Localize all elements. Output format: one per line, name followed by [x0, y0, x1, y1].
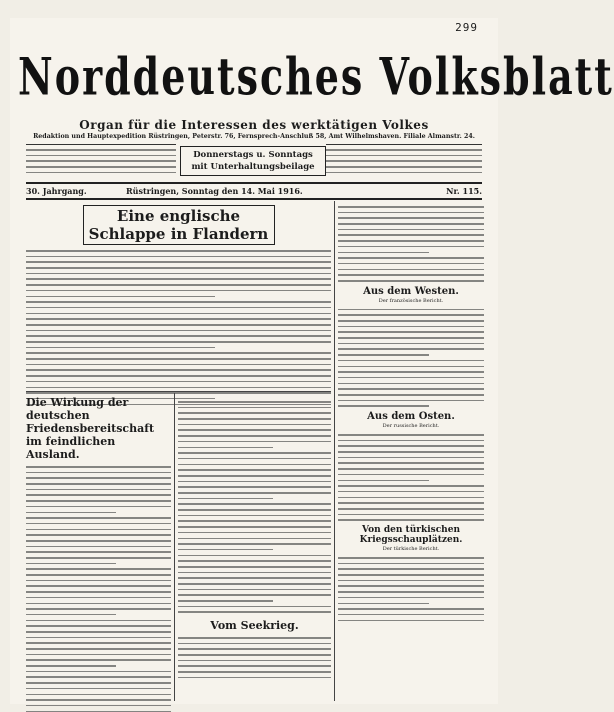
left-column — [26, 396, 171, 702]
text-line — [178, 441, 331, 443]
text-line — [26, 347, 215, 349]
text-line — [338, 440, 484, 442]
text-line — [26, 494, 171, 496]
text-line — [178, 429, 331, 431]
text-line — [338, 491, 484, 493]
turkey-subheading: Der türkische Bericht. — [382, 546, 440, 552]
text-line — [338, 480, 429, 482]
west-subheading: Der französische Bericht. — [378, 297, 444, 304]
text-line — [178, 677, 331, 679]
text-line — [178, 637, 331, 639]
text-line — [178, 469, 331, 471]
text-line — [26, 313, 331, 315]
text-line — [178, 583, 331, 585]
text-line — [178, 498, 273, 500]
text-line — [338, 502, 484, 504]
section-rule — [26, 391, 331, 392]
text-line — [338, 451, 484, 453]
text-line — [26, 705, 171, 707]
east-heading: Aus dem Osten. — [367, 411, 455, 422]
text-line — [178, 452, 331, 454]
text-line — [26, 580, 171, 582]
text-line — [338, 206, 484, 208]
text-line — [26, 369, 331, 371]
text-line — [178, 447, 273, 449]
text-line — [338, 326, 484, 328]
text-line — [26, 620, 171, 622]
text-line — [338, 574, 484, 576]
text-line — [338, 366, 484, 368]
text-line — [26, 506, 171, 508]
text-line — [26, 330, 331, 332]
text-line — [26, 267, 331, 269]
advertising-info-box — [326, 144, 482, 179]
supplement-box — [180, 146, 326, 176]
text-line — [26, 625, 171, 627]
text-line — [338, 568, 484, 570]
text-line — [178, 503, 331, 505]
text-line — [338, 343, 484, 345]
text-line — [338, 212, 484, 214]
text-line — [26, 472, 171, 474]
text-line — [178, 660, 331, 662]
text-line — [338, 240, 484, 242]
text-line — [26, 261, 331, 263]
text-line — [178, 606, 331, 608]
text-line — [26, 290, 331, 292]
text-line — [338, 474, 484, 476]
text-line — [26, 517, 171, 519]
column-rule — [174, 393, 175, 701]
text-line — [338, 591, 484, 593]
text-line — [338, 434, 484, 436]
text-line — [178, 401, 331, 403]
column-rule — [334, 201, 335, 701]
text-line — [338, 603, 429, 605]
text-line — [338, 462, 484, 464]
text-line — [178, 458, 331, 460]
text-line — [26, 278, 331, 280]
text-line — [338, 445, 484, 447]
text-line — [26, 568, 171, 570]
text-line — [26, 603, 171, 605]
text-line — [26, 563, 116, 565]
text-line — [178, 572, 331, 574]
text-line — [26, 273, 331, 275]
left-column-text — [26, 466, 171, 712]
text-line — [338, 508, 484, 510]
text-line — [26, 301, 331, 303]
sea-war-text — [178, 637, 331, 678]
text-line — [26, 381, 331, 383]
dateline — [26, 182, 482, 200]
right-column-text — [338, 206, 484, 282]
middle-column — [178, 396, 331, 702]
text-line — [26, 688, 171, 690]
east-text — [338, 434, 484, 521]
text-line — [338, 309, 484, 311]
text-line — [178, 566, 331, 568]
text-line — [178, 600, 273, 602]
text-line — [338, 280, 484, 282]
text-line — [338, 252, 429, 254]
text-line — [338, 614, 484, 616]
top-story-text — [26, 250, 331, 405]
text-line — [338, 519, 484, 521]
text-line — [178, 543, 331, 545]
text-line — [178, 532, 331, 534]
text-line — [26, 512, 116, 514]
text-line — [338, 597, 484, 599]
text-line — [178, 435, 331, 437]
text-line — [338, 585, 484, 587]
volume-year: 30. Jahrgang. — [26, 186, 87, 196]
text-line — [178, 555, 331, 557]
text-line — [26, 546, 171, 548]
text-line — [26, 250, 331, 252]
text-line — [338, 457, 484, 459]
text-line — [26, 364, 331, 366]
supplement-line-2: mit Unterhaltungsbeilage — [191, 162, 315, 172]
issue-date: Rüstringen, Sonntag den 14. Mai 1916. — [126, 186, 303, 196]
text-line — [26, 642, 171, 644]
text-line — [26, 335, 331, 337]
east-subheading: Der russische Bericht. — [382, 423, 440, 429]
text-line — [26, 585, 171, 587]
text-line — [26, 654, 171, 656]
text-line — [338, 217, 484, 219]
text-line — [26, 307, 331, 309]
issue-number: Nr. 115. — [446, 186, 482, 196]
newspaper-title: Norddeutsches Volksblatt — [18, 46, 614, 107]
sea-war-heading: Vom Seekrieg. — [210, 619, 299, 633]
text-line — [338, 608, 484, 610]
text-line — [26, 614, 116, 616]
text-line — [26, 574, 171, 576]
text-line — [338, 263, 484, 265]
text-line — [338, 468, 484, 470]
text-line — [178, 407, 331, 409]
text-line — [178, 560, 331, 562]
text-line — [338, 400, 484, 402]
text-line — [338, 360, 484, 362]
text-line — [26, 534, 171, 536]
text-line — [26, 341, 331, 343]
text-line — [26, 608, 171, 610]
text-line — [338, 337, 484, 339]
turkey-heading: Von den türkischen Kriegsschauplätzen. — [359, 525, 463, 545]
text-line — [338, 620, 484, 622]
text-line — [178, 671, 331, 673]
text-line — [178, 577, 331, 579]
text-line — [338, 485, 484, 487]
text-line — [338, 394, 484, 396]
text-line — [178, 418, 331, 420]
text-line — [26, 477, 171, 479]
turkey-text — [338, 557, 484, 621]
text-line — [338, 563, 484, 565]
text-line — [26, 489, 171, 491]
top-story — [26, 201, 331, 391]
text-line — [178, 515, 331, 517]
west-heading: Aus dem Westen. — [363, 285, 459, 297]
text-line — [26, 591, 171, 593]
middle-column-text — [178, 401, 331, 613]
text-line — [338, 246, 484, 248]
text-line — [26, 352, 331, 354]
text-line — [26, 694, 171, 696]
west-text — [338, 309, 484, 407]
text-line — [26, 699, 171, 701]
text-line — [26, 483, 171, 485]
text-line — [178, 475, 331, 477]
text-line — [338, 269, 484, 271]
text-line — [26, 631, 171, 633]
text-line — [178, 464, 331, 466]
text-line — [338, 497, 484, 499]
text-line — [178, 594, 331, 596]
text-line — [26, 358, 331, 360]
text-line — [178, 589, 331, 591]
text-line — [178, 486, 331, 488]
text-line — [338, 354, 429, 356]
top-headline: Eine englische Schlappe in Flandern — [83, 205, 275, 245]
text-line — [26, 523, 171, 525]
text-line — [178, 538, 331, 540]
text-line — [178, 549, 273, 551]
text-line — [338, 388, 484, 390]
text-line — [26, 284, 331, 286]
text-line — [338, 331, 484, 333]
text-line — [338, 229, 484, 231]
newspaper-subtitle: Organ für die Interessen des werktätigen Volkes — [79, 118, 429, 132]
text-line — [178, 665, 331, 667]
text-line — [26, 500, 171, 502]
text-line — [26, 648, 171, 650]
text-line — [178, 526, 331, 528]
left-headline: Die Wirkung der deutschen Friedensbereitschaft im feindlichen Ausland. — [26, 396, 155, 461]
text-line — [338, 320, 484, 322]
text-line — [26, 676, 171, 678]
text-line — [26, 597, 171, 599]
text-line — [338, 348, 484, 350]
text-line — [178, 611, 331, 613]
text-line — [178, 648, 331, 650]
text-line — [26, 540, 171, 542]
text-line — [178, 509, 331, 511]
text-line — [178, 412, 331, 414]
supplement-line-1: Donnerstags u. Sonntags — [193, 150, 313, 160]
text-line — [26, 375, 331, 377]
imprint-line: Redaktion und Hauptexpedition Rüstringen, Peterstr. 76, Fernsprech-Anschluß 58, Amt Wilhelmshaven. Filiale Almanstr. 24. — [33, 133, 475, 140]
text-line — [26, 659, 171, 661]
text-line — [26, 466, 171, 468]
right-column — [338, 201, 484, 701]
newspaper-page — [10, 18, 614, 704]
text-line — [338, 580, 484, 582]
text-line — [178, 643, 331, 645]
text-line — [26, 387, 331, 389]
text-line — [26, 671, 171, 673]
text-line — [338, 377, 484, 379]
text-line — [338, 257, 484, 259]
text-line — [338, 274, 484, 276]
text-line — [26, 318, 331, 320]
text-line — [178, 481, 331, 483]
text-line — [26, 551, 171, 553]
text-line — [26, 256, 331, 258]
text-line — [338, 223, 484, 225]
text-line — [338, 405, 429, 407]
text-line — [26, 665, 116, 667]
text-line — [26, 557, 171, 559]
text-line — [26, 392, 331, 394]
text-line — [26, 682, 171, 684]
text-line — [26, 529, 171, 531]
text-line — [26, 637, 171, 639]
text-line — [178, 520, 331, 522]
text-line — [338, 383, 484, 385]
subscription-info-box — [26, 144, 176, 179]
text-line — [178, 654, 331, 656]
text-line — [338, 234, 484, 236]
text-line — [178, 424, 331, 426]
text-line — [338, 557, 484, 559]
text-line — [26, 324, 331, 326]
text-line — [338, 514, 484, 516]
page-number: 299 — [455, 21, 478, 34]
text-line — [338, 371, 484, 373]
text-line — [26, 296, 215, 298]
text-line — [178, 492, 331, 494]
text-line — [338, 314, 484, 316]
